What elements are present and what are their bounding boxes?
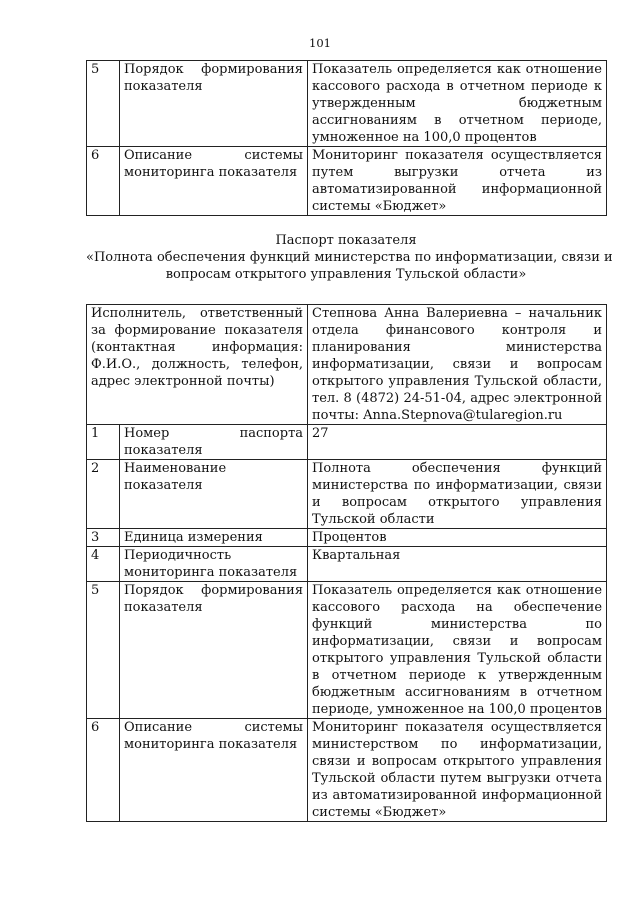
row-label: Описание системы мониторинга показателя bbox=[120, 147, 308, 216]
table-row bbox=[87, 305, 607, 425]
page-number: 101 bbox=[309, 36, 331, 50]
row-value: Мониторинг показателя осуществляется министерством по информатизации, связи и вопросам открытого управления Тульской области путем выгрузки отчета из автоматизированной информационной системы «Бюджет» bbox=[308, 719, 607, 822]
table-row bbox=[87, 61, 607, 147]
row-number: 6 bbox=[87, 147, 120, 216]
table-row bbox=[87, 147, 607, 216]
table-row bbox=[87, 582, 607, 719]
table-row bbox=[87, 529, 607, 547]
row-label: Описание системы мониторинга показателя bbox=[120, 719, 308, 822]
row-number: 1 bbox=[87, 425, 120, 460]
row-number: 3 bbox=[87, 529, 120, 547]
row-label: Порядок формирования показателя bbox=[120, 61, 308, 147]
row-label: Периодичность мониторинга показателя bbox=[120, 547, 308, 582]
passport-table bbox=[86, 304, 607, 822]
passport-heading bbox=[86, 232, 613, 283]
table-row bbox=[87, 547, 607, 582]
row-value: Мониторинг показателя осуществляется путем выгрузки отчета из автоматизированной информационной системы «Бюджет» bbox=[308, 147, 607, 216]
row-value: Показатель определяется как отношение кассового расхода в отчетном периоде к утвержденным бюджетным ассигнованиям в отчетном периоде, умноженное на 100,0 процентов bbox=[308, 61, 607, 147]
row-label: Наименование показателя bbox=[120, 460, 308, 529]
row-value: Квартальная bbox=[308, 547, 607, 582]
row-value: Процентов bbox=[308, 529, 607, 547]
executor-value: Степнова Анна Валериевна – начальник отдела финансового контроля и планирования министерства информатизации, связи и вопросам открытого управления Тульской области, тел. 8 (4872) 24-51-04, адрес электронной почты: Anna.Stepnova@tularegion.ru bbox=[308, 305, 607, 425]
heading-subtitle-line1: «Полнота обеспечения функций министерства по информатизации, связи и bbox=[86, 250, 613, 265]
row-value: Полнота обеспечения функций министерства по информатизации, связи и вопросам открытого управления Тульской области bbox=[308, 460, 607, 529]
row-label: Порядок формирования показателя bbox=[120, 582, 308, 719]
top-table bbox=[86, 60, 607, 216]
heading-title: Паспорт показателя bbox=[275, 233, 417, 248]
row-number: 6 bbox=[87, 719, 120, 822]
table-row bbox=[87, 719, 607, 822]
row-label: Номер паспорта показателя bbox=[120, 425, 308, 460]
row-number: 4 bbox=[87, 547, 120, 582]
row-label: Единица измерения bbox=[120, 529, 308, 547]
table-row bbox=[87, 460, 607, 529]
row-number: 5 bbox=[87, 582, 120, 719]
executor-label: Исполнитель, ответственный за формирование показателя (контактная информация: Ф.И.О., должность, телефон, адрес электронной почты) bbox=[87, 305, 308, 425]
row-value: 27 bbox=[308, 425, 607, 460]
row-value: Показатель определяется как отношение кассового расхода на обеспечение функций министерства по информатизации, связи и вопросам открытого управления Тульской области в отчетном периоде к утвержденным бюджетным ассигнованиям в отчетном периоде, умноженное на 100,0 процентов bbox=[308, 582, 607, 719]
row-number: 5 bbox=[87, 61, 120, 147]
row-number: 2 bbox=[87, 460, 120, 529]
heading-subtitle-line2: вопросам открытого управления Тульской области» bbox=[165, 267, 527, 282]
table-row bbox=[87, 425, 607, 460]
